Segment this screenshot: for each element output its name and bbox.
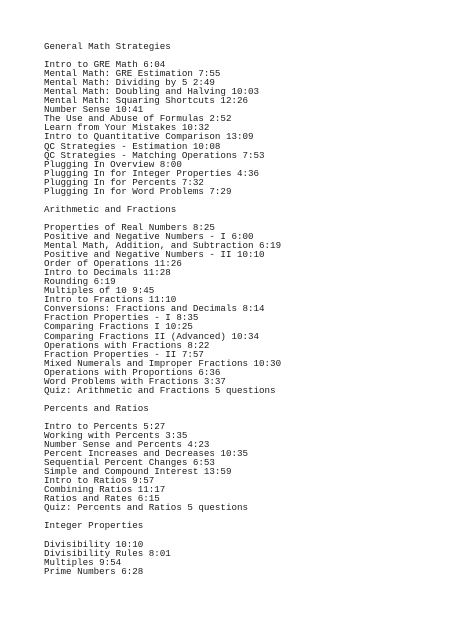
list-item: Number Sense 10:41	[44, 104, 144, 116]
list-item: Mental Math: GRE Estimation 7:55	[44, 68, 221, 80]
list-item: Operations with Fractions 8:22	[44, 339, 210, 351]
list-item: Conversions: Fractions and Decimals 8:14	[44, 303, 265, 315]
section-title: Percents and Ratios	[44, 402, 149, 414]
list-item: Combining Ratios 11:17	[44, 484, 166, 496]
list-item: Ratios and Rates 6:15	[44, 493, 160, 505]
list-item: Intro to Ratios 9:57	[44, 475, 155, 487]
list-item: Plugging In for Percents 7:32	[44, 176, 204, 188]
list-item: Positive and Negative Numbers - I 6:00	[44, 230, 254, 242]
list-item: Divisibility Rules 8:01	[44, 547, 171, 559]
list-item: Intro to Decimals 11:28	[44, 267, 171, 279]
list-item: QC Strategies - Matching Operations 7:53	[44, 149, 265, 161]
list-item: Intro to Quantitative Comparison 13:09	[44, 131, 254, 143]
list-item: Number Sense and Percents 4:23	[44, 439, 210, 451]
list-item: Quiz: Arithmetic and Fractions 5 questions	[44, 384, 276, 396]
list-item: Prime Numbers 6:28	[44, 565, 144, 577]
list-item: Fraction Properties - II 7:57	[44, 348, 204, 360]
list-item: Sequential Percent Changes 6:53	[44, 457, 215, 469]
section-title: Integer Properties	[44, 520, 144, 532]
list-item: Fraction Properties - I 8:35	[44, 312, 199, 324]
list-item: Comparing Fractions II (Advanced) 10:34	[44, 330, 260, 342]
list-item: Plugging In Overview 8:00	[44, 158, 182, 170]
list-item: QC Strategies - Estimation 10:08	[44, 140, 221, 152]
list-item: Mental Math: Doubling and Halving 10:03	[44, 86, 260, 98]
list-item: Simple and Compound Interest 13:59	[44, 466, 232, 478]
list-item: Quiz: Percents and Ratios 5 questions	[44, 502, 248, 514]
list-item: Intro to GRE Math 6:04	[44, 59, 166, 71]
list-item: Properties of Real Numbers 8:25	[44, 221, 215, 233]
list-item: Positive and Negative Numbers - II 10:10	[44, 249, 265, 261]
list-item: Operations with Proportions 6:36	[44, 366, 221, 378]
list-item: The Use and Abuse of Formulas 2:52	[44, 113, 232, 125]
list-item: Mental Math: Dividing by 5 2:49	[44, 77, 215, 89]
list-item: Percent Increases and Decreases 10:35	[44, 448, 248, 460]
list-item: Divisibility 10:10	[44, 538, 144, 550]
list-item: Mental Math: Squaring Shortcuts 12:26	[44, 95, 248, 107]
list-item: Comparing Fractions I 10:25	[44, 321, 193, 333]
list-item: Plugging In for Word Problems 7:29	[44, 185, 232, 197]
section-percents-ratios	[44, 404, 464, 522]
list-item: Working with Percents 3:35	[44, 430, 188, 442]
list-item: Word Problems with Fractions 3:37	[44, 375, 226, 387]
list-item: Rounding 6:19	[44, 276, 116, 288]
list-item: Multiples 9:54	[44, 556, 122, 568]
section-integer-properties	[44, 521, 464, 575]
document-page	[44, 42, 464, 576]
list-item: Intro to Percents 5:27	[44, 420, 166, 432]
section-general-math	[44, 42, 464, 205]
section-arithmetic-fractions	[44, 205, 464, 404]
list-item: Multiples of 10 9:45	[44, 285, 155, 297]
section-title: General Math Strategies	[44, 41, 171, 52]
list-item: Plugging In for Integer Properties 4:36	[44, 167, 260, 179]
list-item: Mental Math, Addition, and Subtraction 6:19	[44, 240, 282, 252]
list-item: Learn from Your Mistakes 10:32	[44, 122, 210, 134]
list-item: Order of Operations 11:26	[44, 258, 182, 270]
list-item: Mixed Numerals and Improper Fractions 10:30	[44, 357, 282, 369]
section-title: Arithmetic and Fractions	[44, 203, 177, 215]
list-item: Intro to Fractions 11:10	[44, 294, 177, 306]
